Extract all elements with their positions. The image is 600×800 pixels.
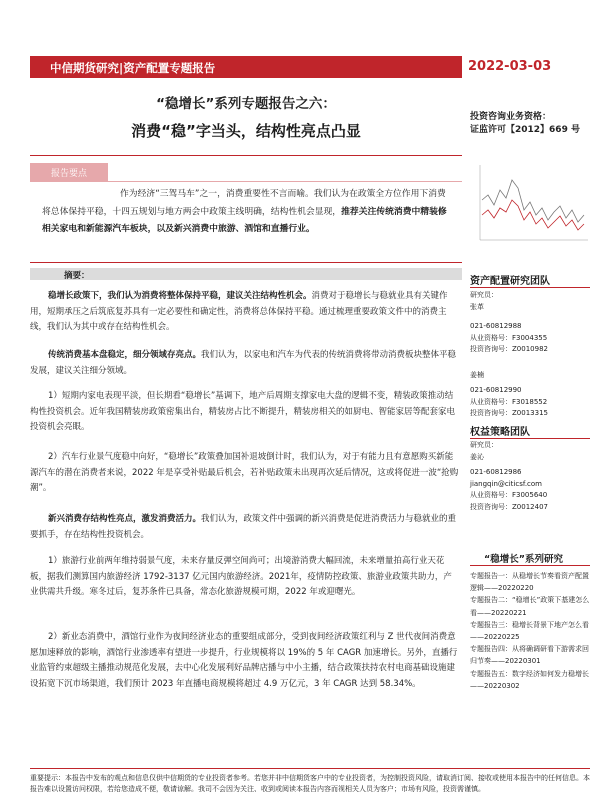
analyst1-cert: 从业资格号：F3004355 bbox=[470, 333, 548, 342]
chart-series-1 bbox=[482, 180, 584, 222]
team1-rule bbox=[470, 287, 590, 288]
analyst2-phone: 021-60812990 bbox=[470, 386, 522, 394]
series-list bbox=[470, 570, 590, 692]
report-title-line2: 消费“稳”字当头，结构性亮点凸显 bbox=[131, 122, 361, 140]
abstract-paragraph-3: 1）短期内家电表现平淡，但长期看“稳增长”基调下，地产后周期支撑家电大盘的逻辑不变，精装政策推动结构性投资机会。近年我国精装房政策密集出台，精装房占比不断提升，精装房相关的如厨电、智能家居等配套家电投资机会亮眼。 bbox=[30, 391, 456, 432]
analyst3-name: 姜沁 bbox=[470, 452, 484, 461]
series-item[interactable]: 专题报告三：稳增长背景下地产怎么看——20220225 bbox=[470, 620, 589, 642]
disclaimer-text: 重要提示：本报告中发布的观点和信息仅供中信期货的专业投资者参考。若您并非中信期货客户中的专业投资者，为控制投资风险，请取消订阅、接收或使用本报告中的任何信息。本报告难以设置访问权限，若给您造成不便，敬请谅解。我司不会因为关注、收到或阅读本报告内容而视相关人员为客户；市场有风险，投资需谨慎。 bbox=[30, 774, 590, 793]
abstract-p5-bold: 新兴消费存结构性亮点，激发消费活力。 bbox=[48, 514, 202, 524]
analyst3-cert: 从业资格号：F3005640 bbox=[470, 491, 548, 499]
decorative-line-chart bbox=[470, 160, 590, 250]
analyst1-name: 张革 bbox=[470, 302, 484, 311]
analyst3-invest: 投资咨询号：Z0012407 bbox=[470, 502, 548, 511]
abstract-paragraph-6: 1）旅游行业前两年维持弱景气度，未来存量反弹空间尚可；出境游消费大幅回流，未来增量拍高行业天花板，据我们测算国内旅游经济 1792-3137 亿元国内旅游经济。2021年，疫情防控政策、旅游业政策共助力，产业供需共升级。寒冬过后，复苏条件已具备，常态化旅游规模可期，2022 年或迎曙光。 bbox=[30, 556, 452, 597]
team1-heading: 资产配置研究团队 bbox=[470, 276, 550, 287]
abstract-label: 摘要： bbox=[64, 271, 90, 281]
analyst2-cert: 从业资格号：F3018552 bbox=[470, 397, 548, 406]
team2-rule bbox=[470, 438, 590, 439]
team1-details bbox=[470, 290, 548, 420]
analyst3-phone: 021-60812986 bbox=[470, 468, 522, 476]
abstract-p2-bold: 传统消费基本盘稳定，细分领域存亮点。 bbox=[48, 350, 202, 360]
analyst1-invest: 投资咨询号：Z0010982 bbox=[470, 345, 548, 353]
summary-bottom-divider bbox=[30, 262, 462, 263]
title-divider bbox=[30, 155, 462, 156]
abstract-paragraph-7: 2）新业态消费中，酒馆行业作为夜间经济业态的重要组成部分，受到夜间经济政策红利与 Z 世代夜间消费意愿加速释放的影响，酒馆行业渗透率有望进一步提升，行业规模将以 19%的 5 年 CAGR 加速增长。另外，直播行业监管约束超级主播推动规范化发展，去中心化发展利好品牌店播与中小主播，结合政策扶持农村电商基础设施建设拓宽下沉市场渠道，我们预计 2023 年直播电商规模将超过 4.9 万亿元，3 年 CAGR 达到 58.34%。 bbox=[30, 632, 458, 689]
summary-tab: 报告要点 bbox=[30, 163, 108, 181]
analyst2-invest: 投资咨询号：Z0013315 bbox=[470, 409, 548, 417]
brand-title: 中信期货研究|资产配置专题报告 bbox=[50, 61, 216, 75]
team1-label: 研究员： bbox=[470, 291, 498, 299]
report-date: 2022-03-03 bbox=[468, 59, 552, 74]
team2-label: 研究员： bbox=[470, 441, 498, 449]
abstract-paragraph-5 bbox=[30, 512, 460, 543]
abstract-p5-text: 我们认为，政策文件中强调的新兴消费是促进消费活力与稳就业的重要抓手，存在结构性投资机会。 bbox=[30, 514, 457, 540]
abstract-paragraph-2 bbox=[30, 348, 460, 379]
series-item[interactable]: 专题报告一：从稳增长节奏看资产配置逻辑——20220220 bbox=[470, 572, 589, 593]
abstract-paragraph-4: 2）汽车行业景气度稳中向好，“稳增长”政策叠加国补退坡倒计时，我们认为，对于有能力且有意愿购买新能源汽车的潜在消费者来说，2022 年是享受补贴最后机会，若补贴政策未出现再次延后情况，这或将促进一波“抢购潮”。 bbox=[30, 452, 459, 493]
analyst3-email[interactable]: jiangqin@citicsf.com bbox=[470, 479, 542, 488]
series-item[interactable]: 专题报告五：数字经济如何发力稳增长——20220302 bbox=[470, 669, 589, 690]
summary-divider bbox=[30, 181, 462, 182]
summary-bold: 推荐关注传统消费中精装修相关家电和新能源汽车板块，以及新兴消费中旅游、酒馆和直播行业。 bbox=[42, 206, 447, 234]
abstract-paragraph-1 bbox=[30, 289, 460, 336]
team2-details bbox=[470, 440, 548, 513]
abstract-label-box bbox=[30, 268, 462, 280]
abstract-p1-text: 消费对于稳增长与稳就业具有关键作用，短期承压之后筑底复苏具有一定必要性和确定性，消费将总体保持平稳。通过梳理重要政策文件中的消费主线，我们认为其中或存在结构性机会。 bbox=[30, 291, 448, 332]
series-rule bbox=[470, 565, 590, 566]
abstract-p1-bold: 稳增长政策下，我们认为消费将整体保持平稳，建议关注结构性机会。 bbox=[48, 291, 312, 301]
abstract-p2-text: 我们认为，以家电和汽车为代表的传统消费将带动消费板块整体平稳发展，建议关注细分领域。 bbox=[30, 350, 457, 376]
qualification-label: 投资咨询业务资格： bbox=[470, 112, 552, 122]
series-item[interactable]: 专题报告二：“稳增长”政策下基建怎么看——20220221 bbox=[470, 596, 590, 617]
summary-normal: 作为经济“三驾马车”之一，消费重要性不言而喻。我们认为在政策全方位作用下消费将总体保持平稳，十四五规划与地方两会中政策主线明确，结构性机会显现， bbox=[42, 189, 446, 217]
series-item[interactable]: 专题报告四：从将确调研看下游需求回归节奏——20220301 bbox=[470, 645, 589, 666]
analyst2-name: 姜楠 bbox=[470, 370, 484, 379]
summary-text bbox=[42, 186, 454, 239]
analyst1-phone: 021-60812988 bbox=[470, 322, 522, 330]
series-heading: “稳增长”系列研究 bbox=[484, 554, 563, 565]
team2-heading: 权益策略团队 bbox=[470, 427, 530, 438]
report-title-line1: “稳增长”系列专题报告之六： bbox=[156, 96, 336, 112]
footer-divider bbox=[30, 768, 590, 769]
qualification-license: 证监许可【2012】669 号 bbox=[470, 125, 580, 135]
